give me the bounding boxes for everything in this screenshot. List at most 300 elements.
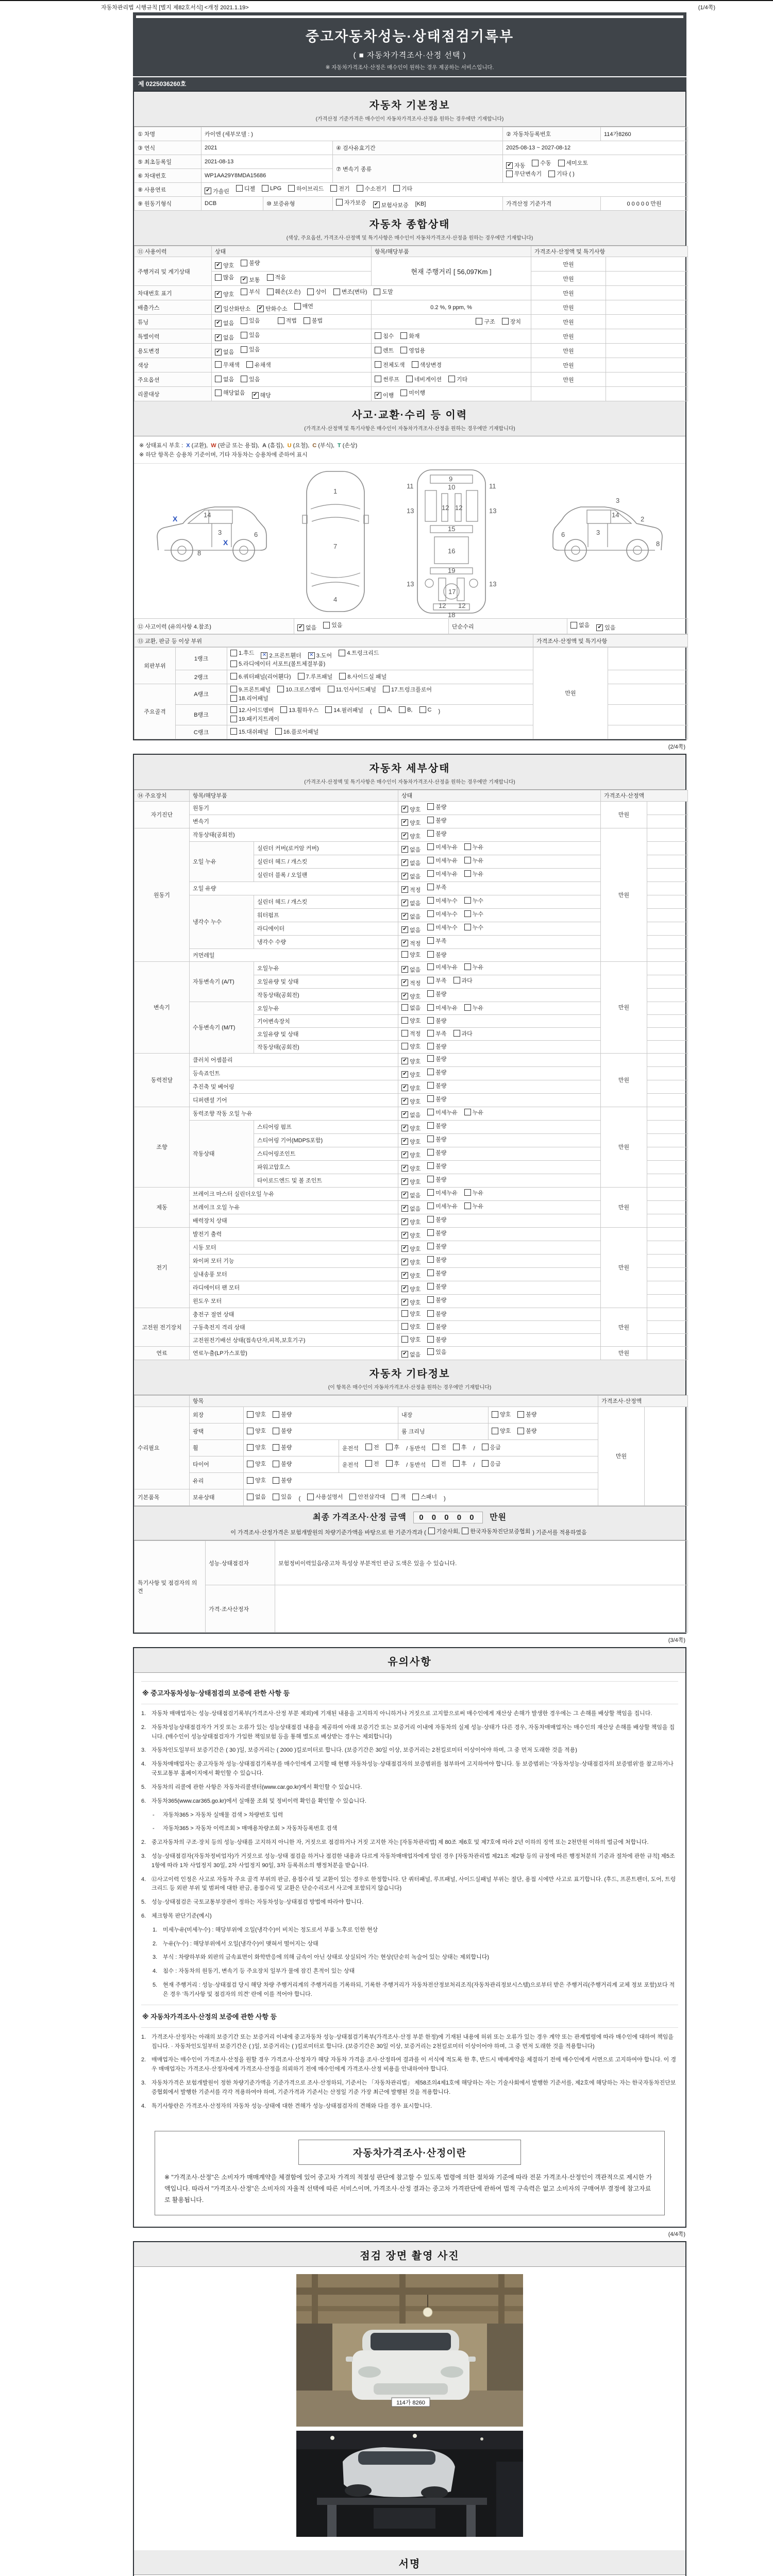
checkbox[interactable]: ✔ (401, 1125, 408, 1131)
checkbox[interactable]: ✔ (401, 1151, 408, 1158)
checkbox[interactable] (230, 716, 237, 722)
checkbox[interactable] (215, 376, 222, 382)
checkbox-option[interactable] (375, 332, 394, 340)
checkbox[interactable]: ✔ (506, 162, 513, 169)
checkbox-option[interactable] (427, 990, 446, 998)
checkbox[interactable] (230, 686, 237, 692)
checkbox[interactable] (427, 843, 434, 850)
checkbox[interactable] (393, 185, 400, 192)
checkbox[interactable]: ✔ (401, 1084, 408, 1091)
checkbox[interactable] (427, 1136, 434, 1142)
checkbox-option[interactable] (453, 976, 473, 985)
checkbox-option[interactable] (427, 923, 458, 931)
checkbox[interactable] (374, 289, 380, 295)
checkbox-option[interactable] (427, 1029, 446, 1038)
checkbox[interactable] (406, 376, 413, 382)
checkbox-option[interactable] (247, 1493, 266, 1501)
checkbox[interactable] (230, 728, 237, 735)
checkbox-option[interactable] (246, 361, 271, 369)
checkbox-option[interactable] (427, 963, 458, 971)
checkbox-option[interactable] (297, 623, 316, 632)
checkbox-option[interactable] (492, 1410, 511, 1418)
checkbox-option[interactable] (464, 870, 483, 878)
checkbox[interactable]: ✔ (401, 806, 408, 812)
checkbox-option[interactable] (401, 1004, 421, 1012)
checkbox[interactable] (401, 1017, 408, 1024)
checkbox[interactable] (375, 376, 381, 382)
checkbox-option[interactable] (400, 388, 425, 397)
checkbox-option[interactable] (365, 1443, 379, 1451)
checkbox-option[interactable] (427, 1042, 446, 1050)
checkbox-option[interactable] (230, 694, 268, 702)
checkbox-option[interactable] (427, 951, 446, 959)
checkbox-option[interactable] (328, 685, 376, 693)
checkbox-option[interactable] (427, 937, 446, 945)
checkbox[interactable] (357, 185, 363, 192)
checkbox-option[interactable] (401, 1245, 421, 1253)
checkbox[interactable] (401, 1030, 408, 1037)
checkbox-option[interactable] (247, 1460, 266, 1468)
checkbox-option[interactable] (427, 1348, 446, 1356)
checkbox-option[interactable] (517, 1410, 536, 1418)
checkbox-option[interactable] (427, 870, 458, 878)
checkbox[interactable] (492, 1428, 498, 1434)
checkbox[interactable] (427, 1004, 434, 1011)
checkbox-option[interactable] (375, 346, 394, 354)
checkbox-option[interactable] (304, 316, 323, 325)
checkbox[interactable] (273, 1428, 279, 1434)
checkbox[interactable]: ✔ (252, 392, 259, 399)
checkbox-option[interactable] (261, 651, 301, 659)
checkbox-option[interactable] (273, 1476, 292, 1484)
checkbox[interactable]: ✔ (401, 1071, 408, 1078)
checkbox-option[interactable] (502, 317, 521, 326)
checkbox[interactable]: ✔ (401, 1111, 408, 1118)
checkbox[interactable] (427, 1162, 434, 1169)
checkbox[interactable]: ✔ (215, 349, 222, 355)
checkbox[interactable]: ✔ (401, 1232, 408, 1239)
checkbox[interactable] (400, 332, 407, 339)
checkbox-option[interactable] (308, 651, 332, 659)
checkbox[interactable] (375, 347, 381, 353)
checkbox[interactable] (464, 1189, 471, 1196)
checkbox-option[interactable] (427, 856, 458, 865)
checkbox[interactable] (427, 870, 434, 877)
checkbox-option[interactable] (427, 1004, 458, 1012)
checkbox[interactable] (215, 389, 222, 396)
checkbox[interactable] (427, 1189, 434, 1196)
checkbox-option[interactable] (241, 259, 260, 267)
checkbox-option[interactable] (427, 1256, 446, 1264)
checkbox-option[interactable] (427, 1269, 446, 1277)
checkbox-option[interactable] (401, 1178, 421, 1186)
checkbox[interactable] (517, 1411, 524, 1418)
checkbox-option[interactable] (401, 1323, 421, 1331)
checkbox[interactable] (375, 361, 381, 368)
checkbox[interactable]: ✔ (401, 1138, 408, 1145)
checkbox-option[interactable] (349, 1493, 385, 1501)
checkbox[interactable] (427, 803, 434, 810)
checkbox-option[interactable] (273, 1460, 292, 1468)
checkbox[interactable] (400, 347, 407, 353)
checkbox-option[interactable] (401, 912, 421, 921)
checkbox[interactable] (325, 706, 332, 713)
checkbox-option[interactable] (548, 170, 575, 178)
checkbox[interactable] (464, 843, 471, 850)
checkbox[interactable] (236, 185, 243, 192)
checkbox-option[interactable] (401, 939, 421, 947)
checkbox-option[interactable] (427, 1202, 458, 1210)
checkbox[interactable] (427, 897, 434, 904)
checkbox-option[interactable] (247, 1443, 266, 1451)
checkbox-option[interactable] (401, 859, 421, 867)
checkbox[interactable] (453, 1030, 460, 1037)
checkbox[interactable]: ✔ (401, 926, 408, 933)
checkbox-option[interactable] (267, 287, 301, 296)
checkbox-option[interactable] (464, 910, 483, 918)
checkbox[interactable]: ✔ (401, 940, 408, 946)
checkbox[interactable]: ✔ (215, 334, 222, 341)
checkbox-option[interactable] (252, 391, 271, 399)
checkbox[interactable] (275, 728, 282, 735)
checkbox-option[interactable] (277, 685, 321, 693)
checkbox[interactable] (241, 332, 247, 338)
checkbox[interactable] (401, 1004, 408, 1011)
checkbox-option[interactable] (288, 184, 324, 193)
checkbox[interactable] (427, 1043, 434, 1049)
checkbox[interactable]: ✔ (401, 1245, 408, 1252)
checkbox-option[interactable] (401, 1310, 421, 1318)
checkbox[interactable] (383, 686, 390, 692)
checkbox-option[interactable] (482, 1460, 501, 1468)
checkbox-option[interactable] (427, 896, 458, 905)
checkbox[interactable] (427, 1149, 434, 1156)
checkbox[interactable] (453, 1460, 460, 1467)
checkbox-option[interactable] (241, 276, 260, 284)
checkbox[interactable] (349, 1494, 356, 1500)
checkbox[interactable] (464, 1109, 471, 1115)
checkbox[interactable] (427, 1109, 434, 1115)
checkbox-option[interactable] (375, 361, 405, 369)
checkbox[interactable]: ✔ (401, 900, 408, 906)
checkbox[interactable] (427, 1082, 434, 1089)
checkbox[interactable] (428, 1528, 435, 1534)
checkbox-option[interactable] (427, 1335, 446, 1344)
checkbox-option[interactable] (247, 1476, 266, 1484)
checkbox-option[interactable] (400, 346, 425, 354)
checkbox[interactable] (375, 332, 381, 339)
checkbox[interactable] (273, 1477, 279, 1484)
checkbox-option[interactable] (419, 706, 432, 713)
checkbox[interactable] (453, 1444, 460, 1450)
checkbox[interactable] (401, 1323, 408, 1330)
checkbox-option[interactable] (506, 161, 525, 170)
checkbox[interactable] (476, 318, 482, 325)
checkbox-option[interactable] (383, 685, 432, 693)
checkbox-option[interactable] (401, 1016, 421, 1025)
checkbox-option[interactable] (241, 316, 260, 325)
checkbox[interactable] (464, 897, 471, 904)
checkbox-option[interactable] (427, 1242, 446, 1250)
checkbox-option[interactable] (427, 976, 446, 985)
checkbox[interactable] (241, 289, 247, 295)
checkbox-option[interactable] (401, 1298, 421, 1307)
checkbox[interactable] (432, 1444, 439, 1450)
checkbox-option[interactable] (427, 843, 458, 851)
checkbox[interactable] (427, 910, 434, 917)
checkbox[interactable] (558, 160, 565, 166)
checkbox-option[interactable] (401, 1350, 421, 1359)
checkbox-option[interactable] (401, 1335, 421, 1344)
checkbox-option[interactable] (230, 727, 268, 736)
checkbox-option[interactable] (307, 1493, 343, 1501)
checkbox-option[interactable] (401, 992, 421, 1001)
checkbox-option[interactable] (401, 819, 421, 827)
checkbox-option[interactable] (294, 302, 313, 310)
checkbox[interactable] (365, 1444, 372, 1450)
checkbox-option[interactable] (427, 1175, 446, 1183)
checkbox[interactable]: ✔ (257, 306, 264, 312)
checkbox[interactable] (328, 686, 334, 692)
checkbox[interactable]: ✔ (401, 1299, 408, 1306)
checkbox[interactable] (427, 924, 434, 930)
checkbox[interactable] (432, 1460, 439, 1467)
checkbox[interactable] (517, 1428, 524, 1434)
checkbox-option[interactable] (336, 198, 366, 207)
checkbox-option[interactable] (241, 331, 260, 339)
checkbox[interactable] (307, 289, 314, 295)
checkbox[interactable] (280, 706, 287, 713)
checkbox[interactable]: ✔ (215, 306, 222, 312)
checkbox-option[interactable] (247, 1427, 266, 1435)
checkbox-option[interactable] (325, 706, 363, 714)
checkbox[interactable] (246, 361, 253, 368)
checkbox[interactable] (427, 1017, 434, 1024)
checkbox-option[interactable] (427, 1323, 446, 1331)
checkbox-option[interactable] (236, 184, 255, 193)
checkbox-option[interactable] (215, 261, 234, 269)
checkbox-option[interactable] (517, 1427, 536, 1435)
checkbox[interactable]: ✔ (401, 993, 408, 999)
checkbox[interactable] (548, 171, 555, 177)
checkbox[interactable]: ✔ (401, 1058, 408, 1064)
checkbox[interactable] (273, 1461, 279, 1467)
checkbox[interactable] (230, 650, 237, 656)
checkbox-option[interactable] (401, 1151, 421, 1159)
checkbox[interactable] (427, 1055, 434, 1062)
checkbox-option[interactable] (215, 273, 234, 281)
checkbox[interactable]: ✔ (215, 262, 222, 269)
checkbox[interactable] (427, 1176, 434, 1182)
checkbox-option[interactable] (427, 883, 446, 891)
checkbox-option[interactable] (401, 926, 421, 934)
checkbox-option[interactable] (386, 1460, 400, 1468)
checkbox[interactable] (273, 1411, 279, 1418)
checkbox[interactable]: ✔ (215, 320, 222, 327)
checkbox[interactable] (427, 884, 434, 890)
checkbox[interactable]: ✔ (375, 392, 381, 399)
checkbox-option[interactable] (412, 1493, 437, 1501)
checkbox[interactable] (230, 695, 237, 702)
checkbox-option[interactable] (401, 951, 421, 959)
checkbox[interactable] (401, 951, 408, 958)
checkbox[interactable]: ✔ (401, 819, 408, 826)
checkbox-option[interactable] (275, 727, 318, 736)
checkbox-option[interactable] (427, 1108, 458, 1116)
checkbox[interactable] (323, 622, 330, 629)
checkbox[interactable] (262, 185, 268, 192)
checkbox[interactable]: ✔ (401, 966, 408, 973)
checkbox-option[interactable] (280, 706, 318, 714)
checkbox-option[interactable] (464, 856, 483, 865)
checkbox-option[interactable] (230, 685, 271, 693)
checkbox[interactable]: ✔ (401, 833, 408, 839)
checkbox[interactable] (273, 1444, 279, 1451)
checkbox[interactable]: ✔ (297, 624, 304, 631)
checkbox-option[interactable] (401, 1231, 421, 1240)
checkbox[interactable] (427, 963, 434, 970)
checkbox-option[interactable] (401, 1111, 421, 1119)
checkbox[interactable] (267, 274, 274, 281)
checkbox[interactable]: ✔ (401, 1205, 408, 1212)
checkbox[interactable] (427, 977, 434, 984)
checkbox[interactable] (427, 1243, 434, 1249)
checkbox-option[interactable] (427, 1229, 446, 1237)
checkbox-option[interactable] (401, 832, 421, 840)
checkbox[interactable] (247, 1444, 254, 1451)
checkbox[interactable] (339, 650, 345, 656)
checkbox[interactable] (386, 1460, 393, 1467)
checkbox-option[interactable] (215, 388, 245, 397)
checkbox-option[interactable] (464, 896, 483, 905)
checkbox[interactable] (427, 817, 434, 823)
checkbox-option[interactable] (427, 1081, 446, 1090)
checkbox-option[interactable] (399, 706, 412, 713)
checkbox[interactable]: ✕ (308, 652, 315, 659)
checkbox[interactable] (427, 1122, 434, 1129)
checkbox-option[interactable] (532, 159, 551, 167)
checkbox-option[interactable] (427, 1310, 446, 1318)
checkbox[interactable] (462, 1528, 468, 1534)
checkbox[interactable]: ✔ (401, 1259, 408, 1265)
checkbox-option[interactable] (570, 621, 590, 629)
checkbox[interactable] (427, 1202, 434, 1209)
checkbox[interactable]: ✔ (215, 291, 222, 298)
checkbox-option[interactable] (357, 184, 387, 193)
checkbox[interactable] (464, 924, 471, 930)
checkbox-option[interactable] (412, 361, 442, 369)
checkbox[interactable]: ✔ (401, 886, 408, 893)
checkbox-option[interactable] (401, 979, 421, 987)
checkbox[interactable] (427, 1030, 434, 1037)
checkbox-option[interactable] (427, 1215, 446, 1224)
checkbox-option[interactable] (401, 1285, 421, 1293)
checkbox-option[interactable] (273, 1493, 292, 1501)
checkbox-option[interactable] (427, 829, 446, 838)
checkbox[interactable] (453, 977, 460, 984)
checkbox-option[interactable] (453, 1443, 467, 1451)
checkbox-option[interactable] (464, 1004, 483, 1012)
checkbox-option[interactable] (230, 649, 254, 657)
checkbox[interactable]: ✔ (401, 1351, 408, 1358)
checkbox[interactable] (492, 1411, 498, 1418)
checkbox-option[interactable] (267, 273, 286, 281)
checkbox[interactable]: ✔ (596, 624, 603, 631)
checkbox[interactable]: ✔ (401, 979, 408, 986)
checkbox[interactable] (427, 830, 434, 837)
checkbox[interactable] (304, 317, 310, 324)
checkbox-option[interactable] (230, 659, 325, 668)
checkbox-option[interactable] (365, 1460, 379, 1468)
checkbox[interactable] (288, 185, 295, 192)
checkbox-option[interactable] (392, 1493, 406, 1501)
checkbox[interactable] (427, 1269, 434, 1276)
checkbox[interactable] (427, 951, 434, 958)
checkbox-option[interactable] (464, 1189, 483, 1197)
checkbox-option[interactable] (506, 170, 542, 178)
checkbox[interactable] (273, 1494, 279, 1500)
checkbox[interactable] (215, 274, 222, 281)
checkbox-option[interactable] (401, 1272, 421, 1280)
checkbox-option[interactable] (464, 1108, 483, 1116)
checkbox-option[interactable] (401, 1124, 421, 1132)
checkbox-option[interactable] (427, 1282, 446, 1291)
checkbox-option[interactable] (558, 159, 589, 167)
checkbox-option[interactable] (278, 316, 297, 325)
checkbox-option[interactable] (401, 805, 421, 814)
checkbox-option[interactable] (401, 1218, 421, 1226)
checkbox[interactable] (339, 673, 346, 680)
checkbox-option[interactable] (427, 1095, 446, 1103)
checkbox-option[interactable] (427, 1055, 446, 1063)
checkbox[interactable] (330, 185, 337, 192)
checkbox-option[interactable] (273, 1427, 292, 1435)
checkbox-option[interactable] (400, 332, 419, 340)
checkbox[interactable] (427, 1229, 434, 1236)
checkbox-option[interactable] (427, 816, 446, 824)
checkbox[interactable] (502, 318, 509, 325)
checkbox[interactable] (401, 1310, 408, 1317)
checkbox[interactable] (427, 1095, 434, 1102)
checkbox[interactable]: ✔ (401, 873, 408, 879)
checkbox-option[interactable] (262, 185, 281, 192)
checkbox[interactable] (427, 1310, 434, 1317)
checkbox[interactable] (464, 963, 471, 970)
checkbox-option[interactable] (401, 872, 421, 880)
checkbox[interactable] (570, 622, 577, 629)
checkbox-option[interactable] (401, 886, 421, 894)
checkbox-option[interactable] (427, 1068, 446, 1076)
checkbox[interactable]: ✔ (401, 1098, 408, 1105)
checkbox[interactable] (230, 660, 237, 667)
checkbox[interactable]: ✔ (401, 1218, 408, 1225)
checkbox[interactable] (215, 361, 222, 368)
checkbox[interactable] (277, 686, 284, 692)
checkbox[interactable] (392, 1494, 398, 1500)
checkbox-option[interactable] (427, 1296, 446, 1304)
checkbox[interactable] (427, 1256, 434, 1263)
checkbox-option[interactable] (401, 1071, 421, 1079)
checkbox[interactable]: ✔ (241, 277, 247, 283)
checkbox-option[interactable] (257, 304, 288, 313)
checkbox-option[interactable] (427, 1162, 446, 1170)
checkbox-option[interactable] (453, 1029, 473, 1038)
checkbox-option[interactable] (448, 375, 467, 383)
checkbox-option[interactable] (427, 1122, 446, 1130)
checkbox-option[interactable] (273, 1410, 292, 1418)
checkbox-option[interactable] (401, 899, 421, 907)
checkbox[interactable]: ✔ (205, 188, 211, 194)
